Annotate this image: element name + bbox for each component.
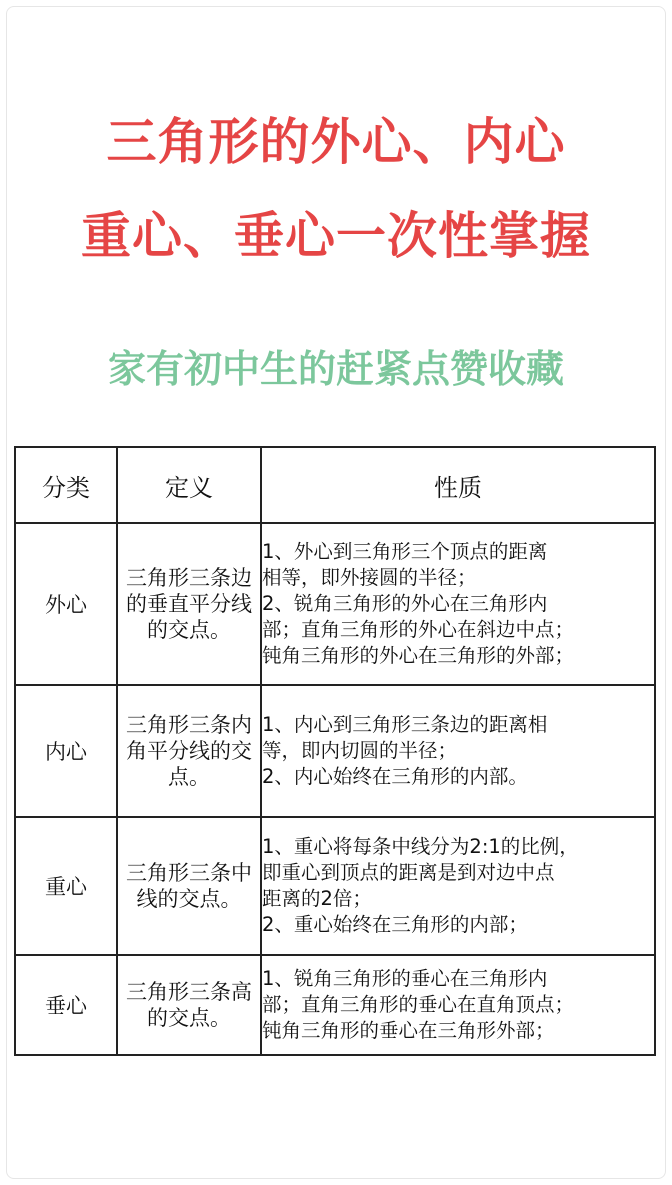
property-line: 钝角三角形的垂心在三角形外部； — [262, 1019, 555, 1042]
row-properties — [261, 523, 655, 685]
row-definition: 三角形三条中线的交点。 — [117, 817, 261, 955]
table-row — [15, 817, 655, 955]
property-line: 1、重心将每条中线分为2:1的比例， — [262, 835, 579, 858]
row-properties — [261, 955, 655, 1055]
page-title-line-1: 三角形的外心、内心 — [106, 113, 566, 171]
property-line: 2、锐角三角形的外心在三角形内 — [262, 592, 548, 615]
row-name: 垂心 — [15, 955, 117, 1055]
property-line: 部；直角三角形的外心在斜边中点； — [262, 618, 575, 641]
row-definition: 三角形三条高的交点。 — [117, 955, 261, 1055]
property-line: 等，即内切圆的半径； — [262, 739, 458, 762]
header-category: 分类 — [15, 447, 117, 523]
property-line: 1、锐角三角形的垂心在三角形内 — [262, 967, 548, 990]
triangle-centers-table — [14, 446, 656, 1056]
page-title-line-2: 重心、垂心一次性掌握 — [81, 207, 591, 265]
page-subtitle: 家有初中生的赶紧点赞收藏 — [107, 347, 564, 391]
row-definition: 三角形三条内角平分线的交点。 — [117, 685, 261, 817]
header-definition: 定义 — [117, 447, 261, 523]
table-row — [15, 685, 655, 817]
table-row — [15, 955, 655, 1055]
property-line: 2、重心始终在三角形的内部； — [262, 913, 528, 936]
row-name: 内心 — [15, 685, 117, 817]
property-line: 距离的2倍； — [262, 887, 372, 910]
property-line: 即重心到顶点的距离是到对边中点 — [262, 861, 555, 884]
row-properties — [261, 817, 655, 955]
property-line: 部；直角三角形的垂心在直角顶点； — [262, 993, 575, 1016]
property-line: 相等，即外接圆的半径； — [262, 566, 477, 589]
property-line: 钝角三角形的外心在三角形的外部； — [262, 644, 575, 667]
property-line: 1、内心到三角形三条边的距离相 — [262, 713, 548, 736]
row-properties — [261, 685, 655, 817]
table-header-row — [15, 447, 655, 523]
row-definition: 三角形三条边的垂直平分线的交点。 — [117, 523, 261, 685]
table-row — [15, 523, 655, 685]
property-line: 1、外心到三角形三个顶点的距离 — [262, 540, 548, 563]
row-name: 重心 — [15, 817, 117, 955]
row-name: 外心 — [15, 523, 117, 685]
property-line: 2、内心始终在三角形的内部。 — [262, 765, 528, 788]
header-properties: 性质 — [261, 447, 655, 523]
